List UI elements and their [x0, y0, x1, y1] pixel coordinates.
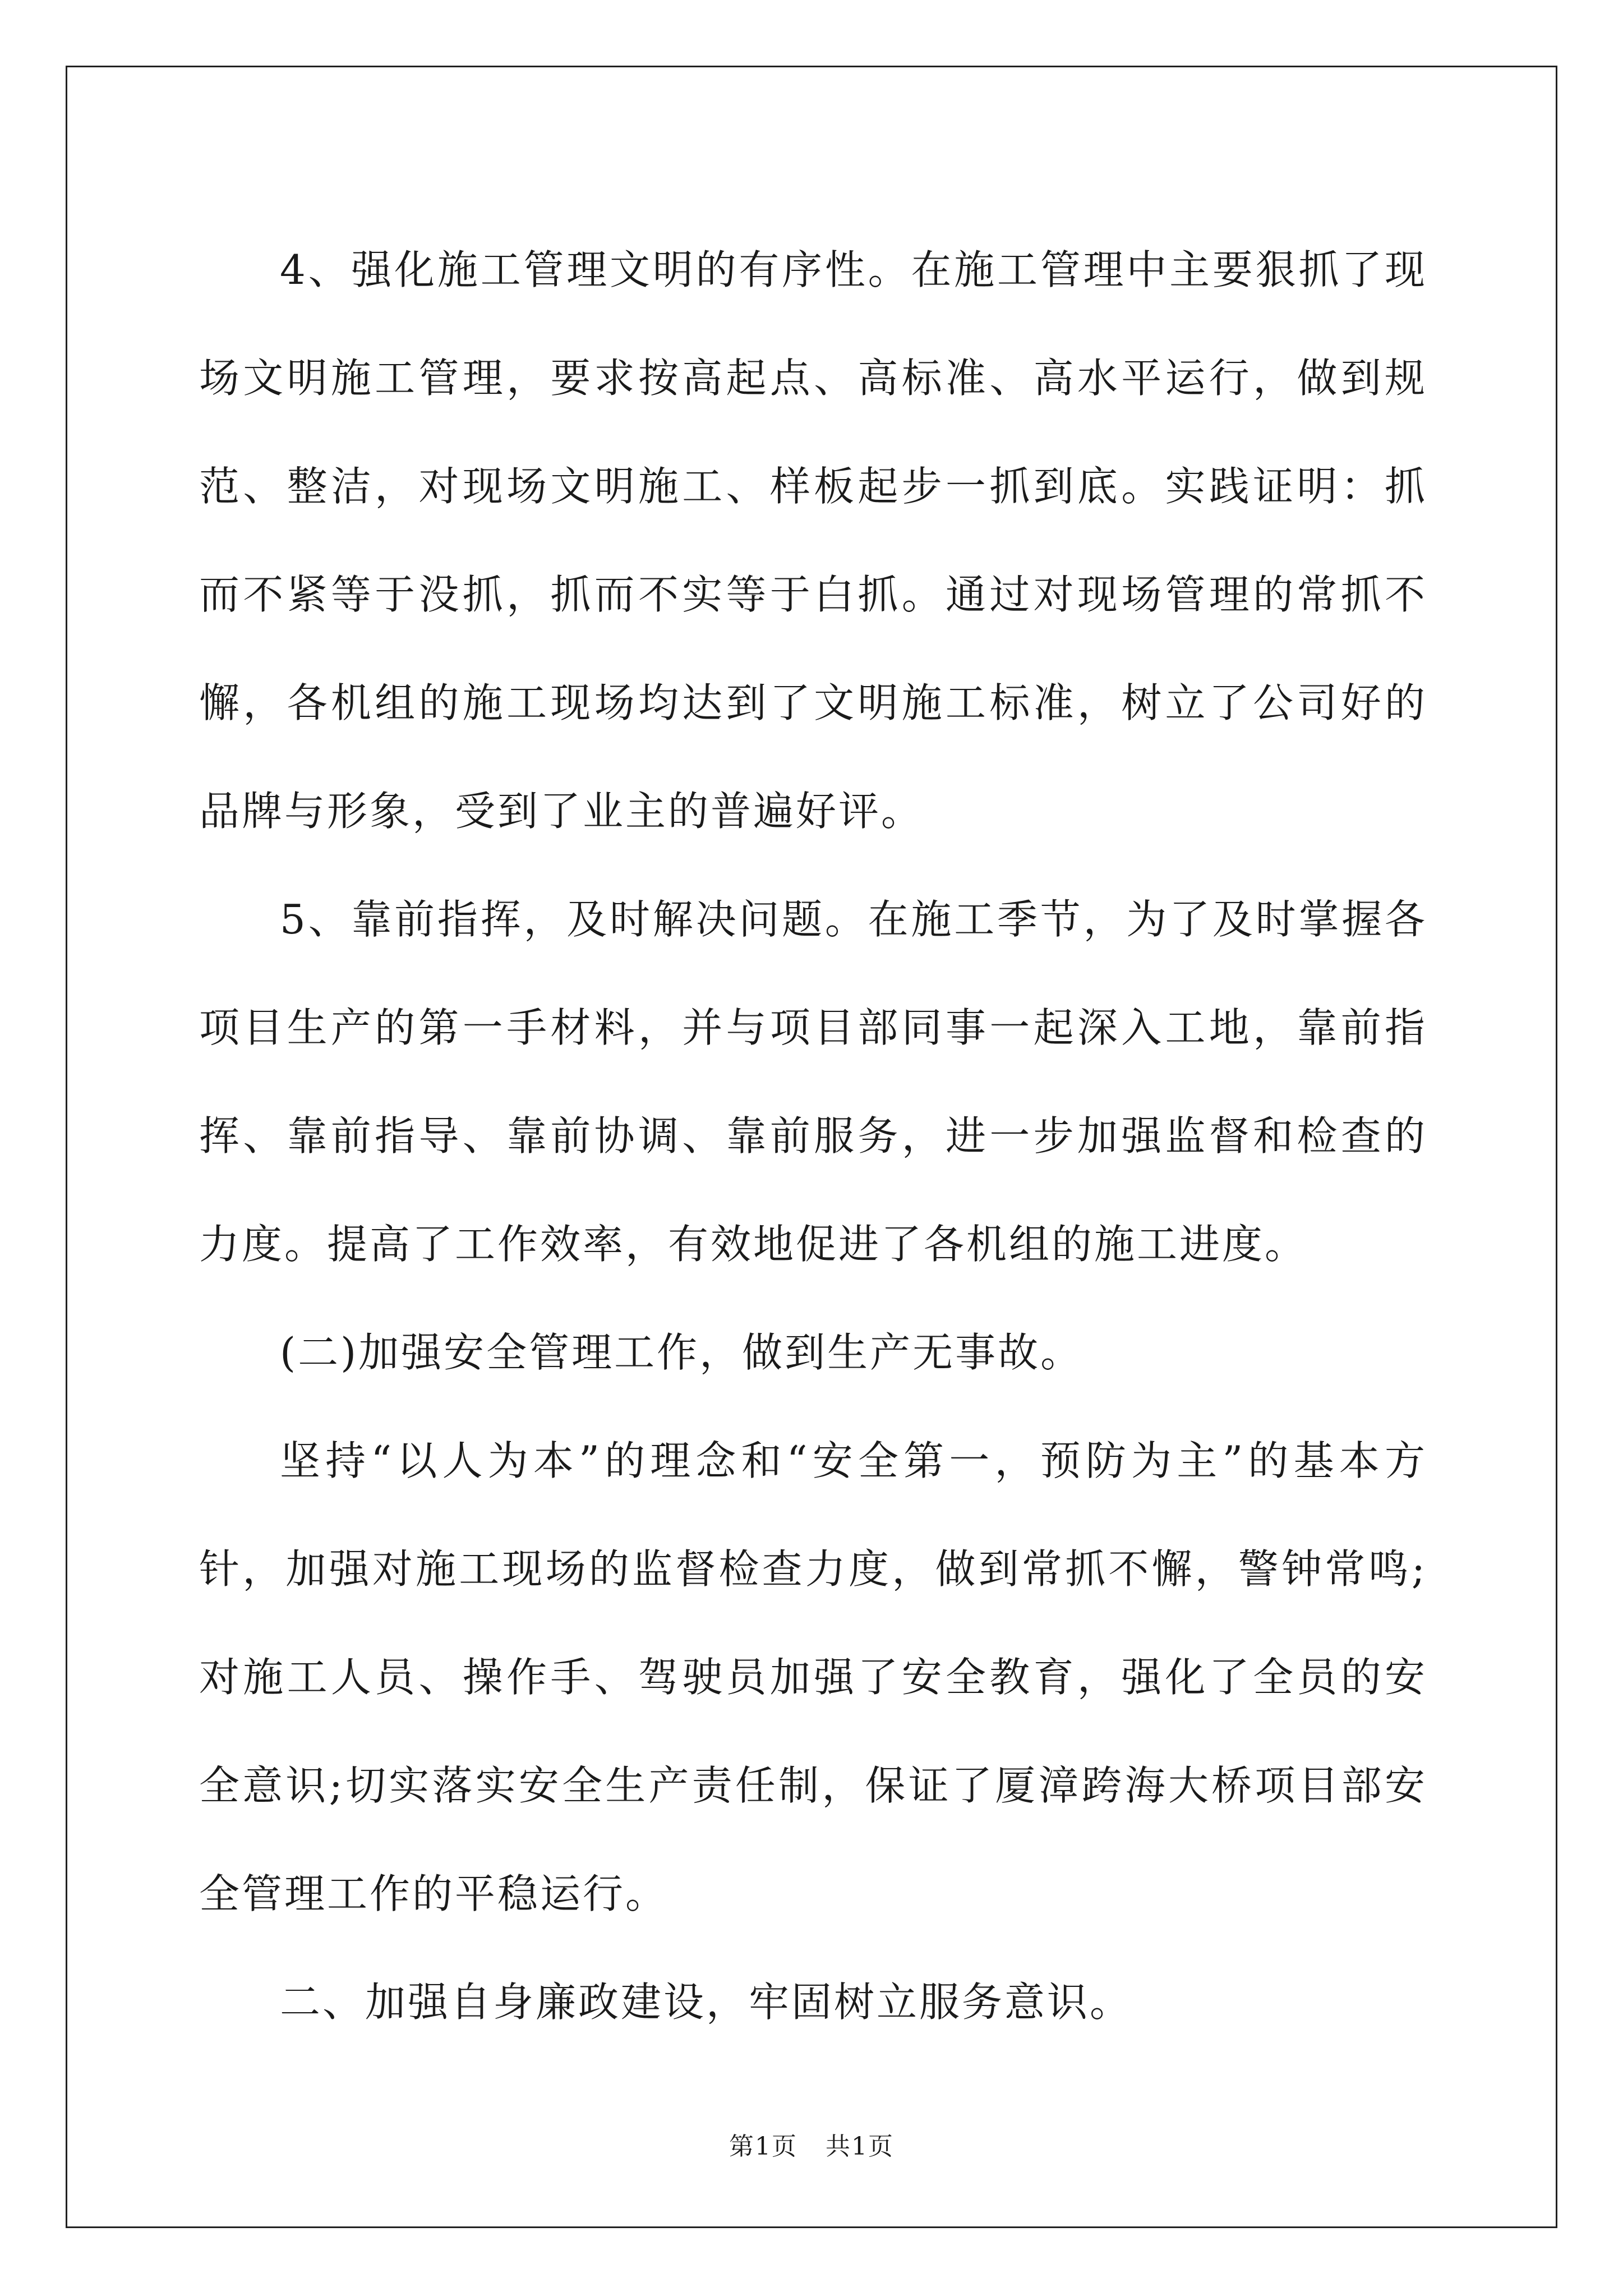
document-body: [199, 216, 1427, 2056]
paragraph-item-4: 4、强化施工管理文明的有序性。在施工管理中主要狠抓了现场文明施工管理，要求按高起点、高标准、高水平运行，做到规范、整洁，对现场文明施工、样板起步一抓到底。实践证明：抓而不紧等于没抓，抓而不实等于白抓。通过对现场管理的常抓不懈，各机组的施工现场均达到了文明施工标准，树立了公司好的品牌与形象，受到了业主的普遍好评。: [199, 246, 1427, 835]
total-pages: 共1页: [826, 2132, 894, 2161]
section-heading-integrity: 二、加强自身廉政建设，牢固树立服务意识。: [280, 1978, 1133, 2026]
page-number: 第1页: [729, 2132, 797, 2161]
page-footer: [0, 2126, 1623, 2162]
paragraph-item-5: 5、靠前指挥，及时解决问题。在施工季节，为了及时掌握各项目生产的第一手材料，并与项目部同事一起深入工地，靠前指挥、靠前指导、靠前协调、靠前服务，进一步加强监督和检查的力度。提高了工作效率，有效地促进了各机组的施工进度。: [199, 896, 1427, 1268]
section-heading-safety: (二)加强安全管理工作，做到生产无事故。: [280, 1329, 1083, 1376]
paragraph-safety: 坚持“以人为本”的理念和“安全第一，预防为主”的基本方针，加强对施工现场的监督检查力度，做到常抓不懈，警钟常鸣;对施工人员、操作手、驾驶员加强了安全教育，强化了全员的安全意识;切实落实安全生产责任制，保证了厦漳跨海大桥项目部安全管理工作的平稳运行。: [199, 1437, 1427, 1917]
